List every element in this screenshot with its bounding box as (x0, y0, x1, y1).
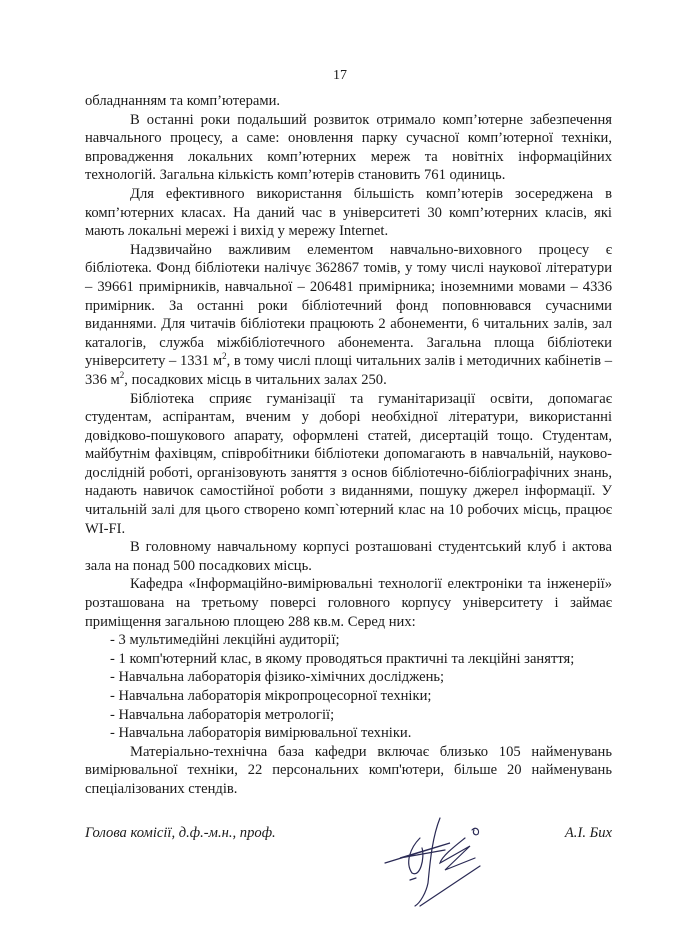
paragraph: обладнанням та комп’ютерами. (85, 93, 281, 109)
list-item: - Навчальна лабораторія вимірювальної техніки. (110, 725, 412, 742)
text-span: , посадкових місць в читальних залах 250. (124, 371, 387, 388)
paragraph: Бібліотека сприяє гуманізації та гуманітаризації освіти, допомагає студентам, аспірантам, вченим у доборі необхідної літератури, використанні довідково-пошукового апарату, оформлені статей, дисертацій тощо. Студентам, майбутнім фахівцям, співробітники бібліотеки допомагають в навчальній, науково-дослідній роботі, організовують заняття з основ бібліотечно-бібліографічних знань, надають навичок самостійної роботи з виданнями, пошуку джерел інформації. У читальній залі для цього створено комп`ютерний клас на 10 робочих місць, працює WI-FI. (85, 390, 612, 537)
signatory-name: А.І. Бих (564, 825, 612, 841)
facilities-list (85, 631, 612, 743)
page-number: 17 (333, 68, 347, 83)
document-body (85, 92, 612, 799)
text-span: , в тому числі площі читальних залів і методичних кабінетів – 336 м (85, 353, 612, 388)
paragraph: Матеріально-технічна база кафедри включає близько 105 найменувань вимірювальної техніки, 22 персональних комп'ютери, більше 20 найменувань спеціалізованих стендів. (85, 743, 612, 797)
handwritten-signature-icon (380, 808, 510, 908)
superscript: 2 (222, 351, 227, 362)
text-span: Надзвичайно важливим елементом навчально-виховного процесу є бібліотека. Фонд бібліотеки налічує 362867 томів, у тому числі наукової літератури – 39661 примірників, навчальної – 206481 примірника; іноземними мовами – 4336 примірник. За останні роки бібліотечний фонд поповнювався сучасними виданнями. Для читачів бібліотеки працюють 2 абонементи, 6 читальних залів, зал каталогів, служба міжбібліотечного абонемента. Загальна площа бібліотеки університету – 1331 м (85, 241, 612, 370)
paragraph: В головному навчальному корпусі розташовані студентський клуб і актова зала на понад 500 посадкових місць. (85, 539, 612, 574)
paragraph: Кафедра «Інформаційно-вимірювальні технології електроніки та інженерії» розташована на третьому поверсі головного корпусу університету і займає приміщення загальною площею 288 кв.м. Серед них: (85, 576, 612, 630)
list-item: - 1 комп'ютерний клас, в якому проводяться практичні та лекційні заняття; (110, 650, 575, 667)
library-paragraph (85, 241, 612, 390)
list-item: - Навчальна лабораторія фізико-хімічних досліджень; (110, 669, 445, 686)
superscript: 2 (119, 370, 125, 381)
signatory-role: Голова комісії, д.ф.-м.н., проф. (85, 825, 276, 841)
list-item: - 3 мультимедійні лекційні аудиторії; (110, 632, 340, 649)
paragraph: В останні роки подальший розвиток отримало комп’ютерне забезпечення навчального процесу, а саме: оновлення парку сучасної комп’ютерної техніки, впровадження локальних комп’ютерних мереж та новітніх інформаційних технологій. Загальна кількість комп’ютерів становить 761 одиниць. (85, 111, 612, 184)
list-item: - Навчальна лабораторія метрології; (110, 706, 335, 723)
list-item: - Навчальна лабораторія мікропроцесорної техніки; (110, 688, 432, 704)
paragraph: Для ефективного використання більшість комп’ютерів зосереджена в комп’ютерних класах. На даний час в університеті 30 комп’ютерних класів, які мають локальні мережі і вихід у мережу Internet. (85, 185, 612, 240)
